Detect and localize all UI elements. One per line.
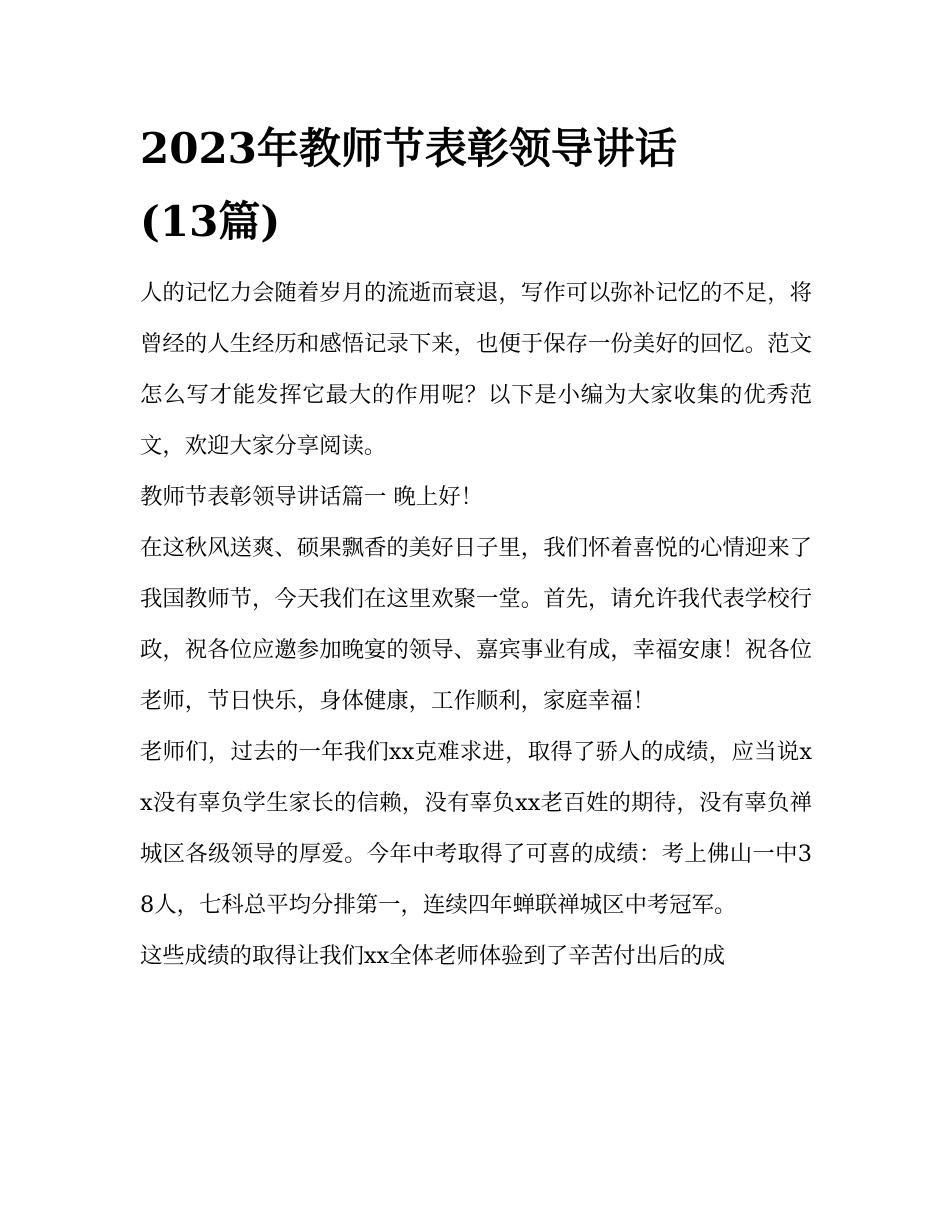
paragraph-continued: 这些成绩的取得让我们xx全体老师体验到了辛苦付出后的成 [140, 943, 726, 969]
document-title [140, 112, 812, 258]
document-content [140, 112, 812, 982]
paragraph-greeting: 在这秋风送爽、硕果飘香的美好日子里，我们怀着喜悦的心情迎来了我国教师节，今天我们在这里欢聚一堂。首先，请允许我代表学校行政，祝各位应邀参加晚宴的领导、嘉宾事业有成，幸福安康！祝各位老师，节日快乐，身体健康，工作顺利，家庭幸福！ [140, 535, 812, 714]
paragraph-section-heading: 教师节表彰领导讲话篇一 晚上好！ [140, 484, 483, 510]
title-line-2: (13篇) [140, 197, 281, 246]
title-line-1: 2023年教师节表彰领导讲话 [140, 124, 677, 173]
paragraph-intro: 人的记忆力会随着岁月的流逝而衰退，写作可以弥补记忆的不足，将曾经的人生经历和感悟记录下来，也便于保存一份美好的回忆。范文怎么写才能发挥它最大的作用呢？以下是小编为大家收集的优秀范文，欢迎大家分享阅读。 [140, 280, 812, 459]
paragraph-achievements: 老师们，过去的一年我们xx克难求进，取得了骄人的成绩，应当说xx没有辜负学生家长的信赖，没有辜负xx老百姓的期待，没有辜负禅城区各级领导的厚爱。今年中考取得了可喜的成绩：考上佛山一中38人，七科总平均分排第一，连续四年蝉联禅城区中考冠军。 [140, 739, 812, 918]
